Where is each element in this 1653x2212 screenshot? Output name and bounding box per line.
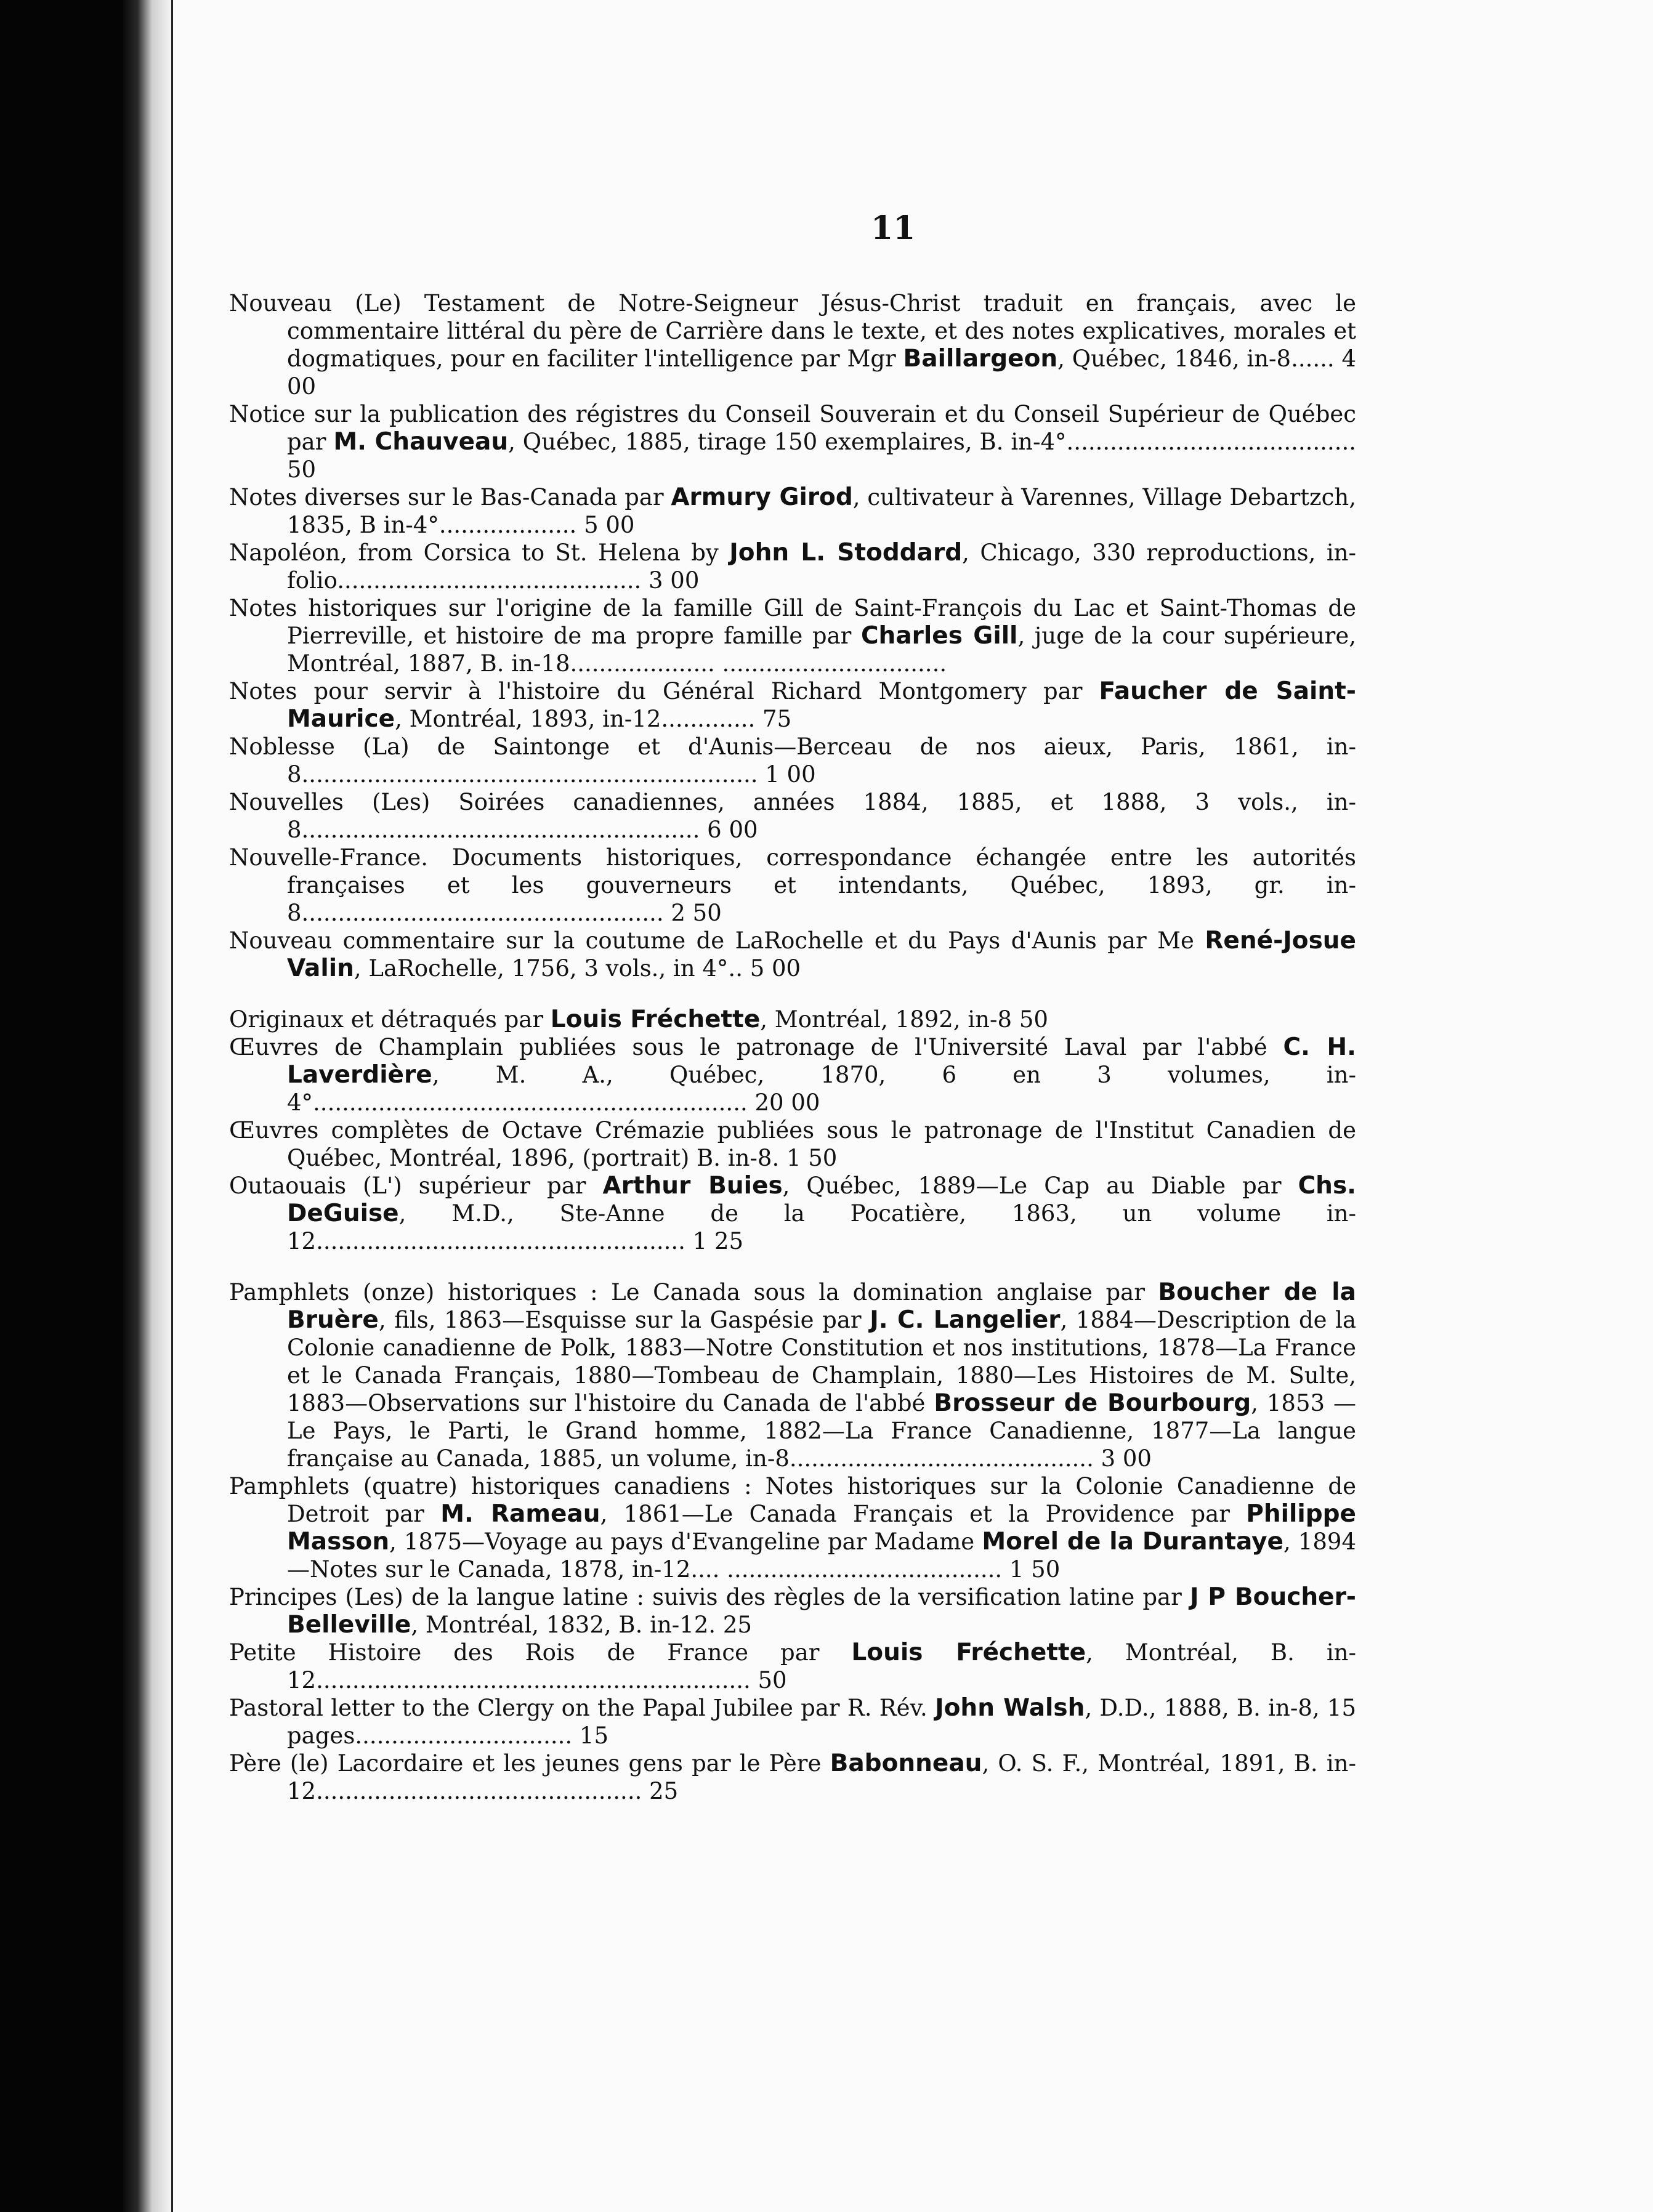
author-name: Armury Girod xyxy=(671,483,853,511)
catalog-entry: Notes historiques sur l'origine de la famille Gill de Saint-François du Lac et Saint-Thomas de Pierreville, et histoire de ma propre famille par Charles Gill, juge de la cour supérieure, Montréal, 1887, B. in-18.................... ............................... xyxy=(229,595,1356,677)
page-content xyxy=(229,0,1356,2212)
catalog-entry: Nouvelle-France. Documents historiques, correspondance échangée entre les autorités françaises et les gouverneurs et intendants, Québec, 1893, gr. in-8.................................................. 2 50 xyxy=(229,844,1356,926)
author-name: C. H. Laverdière xyxy=(287,1033,1356,1089)
catalog-entry: Pamphlets (quatre) historiques canadiens : Notes historiques sur la Colonie Canadienne de Detroit par M. Rameau, 1861—Le Canada Français et la Providence par Philippe Masson, 1875—Voyage au pays d'Evangeline par Madame Morel de la Durantaye, 1894—Notes sur le Canada, 1878, in-12.... ...................................... 1 50 xyxy=(229,1473,1357,1583)
author-name: Boucher de la Bruère xyxy=(287,1278,1356,1334)
catalog-entry: Pastoral letter to the Clergy on the Papal Jubilee par R. Rév. John Walsh, D.D., 1888, B. in-8, 15 pages.............................. 15 xyxy=(229,1694,1357,1749)
author-name: John Walsh xyxy=(935,1694,1085,1722)
author-name: Baillargeon xyxy=(903,345,1058,373)
catalog-entry: Napoléon, from Corsica to St. Helena by John L. Stoddard, Chicago, 330 reproductions, in-folio.......................................... 3 00 xyxy=(229,539,1356,594)
author-name: Philippe Masson xyxy=(287,1500,1356,1556)
catalog-entry: Père (le) Lacordaire et les jeunes gens par le Père Babonneau, O. S. F., Montréal, 1891, B. in-12............................................. 25 xyxy=(229,1750,1357,1804)
author-name: J P Boucher-Belleville xyxy=(287,1583,1356,1639)
author-name: Morel de la Durantaye xyxy=(982,1528,1283,1556)
catalog-entry: Œuvres de Champlain publiées sous le patronage de l'Université Laval par l'abbé C. H. Laverdière, M. A., Québec, 1870, 6 en 3 volumes, in-4°............................................................ 20 00 xyxy=(229,1033,1356,1116)
catalog-entry: Nouveau (Le) Testament de Notre-Seigneur Jésus-Christ traduit en français, avec le commentaire littéral du père de Carrière dans le texte, et des notes explicatives, morales et dogmatiques, pour en faciliter l'intelligence par Mgr Baillargeon, Québec, 1846, in-8...... 4 00 xyxy=(229,290,1356,400)
catalog-entry: Notes pour servir à l'histoire du Général Richard Montgomery par Faucher de Saint-Maurice, Montréal, 1893, in-12............. 75 xyxy=(229,677,1356,733)
page-gutter-edge xyxy=(123,0,171,2212)
catalog-entry: Notice sur la publication des régistres du Conseil Souverain et du Conseil Supérieur de Québec par M. Chauveau, Québec, 1885, tirage 150 exemplaires, B. in-4°........................................ 50 xyxy=(229,401,1356,483)
catalog-entry: Principes (Les) de la langue latine : suivis des règles de la versification latine par J P Boucher-Belleville, Montréal, 1832, B. in-12. 25 xyxy=(229,1583,1356,1639)
catalog-list xyxy=(229,289,1356,1805)
section-gap xyxy=(229,982,1356,1006)
author-name: Arthur Buies xyxy=(602,1172,783,1200)
author-name: Babonneau xyxy=(830,1750,982,1777)
author-name: M. Rameau xyxy=(440,1500,600,1528)
catalog-entry: Noblesse (La) de Saintonge et d'Aunis—Berceau de nos aieux, Paris, 1861, in-8............................................................... 1 00 xyxy=(229,733,1356,788)
section-gap xyxy=(229,1255,1356,1278)
author-name: J. C. Langelier xyxy=(870,1306,1061,1334)
catalog-entry: Nouveau commentaire sur la coutume de LaRochelle et du Pays d'Aunis par Me René-Josue Valin, LaRochelle, 1756, 3 vols., in 4°.. 5 00 xyxy=(229,927,1356,982)
catalog-entry: Nouvelles (Les) Soirées canadiennes, années 1884, 1885, et 1888, 3 vols., in-8....................................................... 6 00 xyxy=(229,789,1356,843)
author-name: Charles Gill xyxy=(860,622,1018,650)
catalog-entry: Outaouais (L') supérieur par Arthur Buies, Québec, 1889—Le Cap au Diable par Chs. DeGuise, M.D., Ste-Anne de la Pocatière, 1863, un volume in-12................................................... 1 25 xyxy=(229,1172,1356,1254)
author-name: Faucher de Saint-Maurice xyxy=(287,677,1356,733)
author-name: René-Josue Valin xyxy=(287,927,1356,982)
author-name: Louis Fréchette xyxy=(851,1639,1086,1666)
catalog-entry: Œuvres complètes de Octave Crémazie publiées sous le patronage de l'Institut Canadien de Québec, Montréal, 1896, (portrait) B. in-8. 1 50 xyxy=(229,1117,1356,1171)
author-name: Brosseur de Bourbourg xyxy=(934,1389,1251,1417)
author-name: Louis Fréchette xyxy=(550,1006,761,1033)
author-name: M. Chauveau xyxy=(333,428,509,456)
author-name: John L. Stoddard xyxy=(729,539,963,567)
catalog-entry: Pamphlets (onze) historiques : Le Canada sous la domination anglaise par Boucher de la Bruère, fils, 1863—Esquisse sur la Gaspésie par J. C. Langelier, 1884—Description de la Colonie canadienne de Polk, 1883—Notre Constitution et nos institutions, 1878—La France et le Canada Français, 1880—Tombeau de Champlain, 1880—Les Histoires de M. Sulte, 1883—Observations sur l'histoire du Canada de l'abbé Brosseur de Bourbourg, 1853 — Le Pays, le Parti, le Grand homme, 1882—La France Canadienne, 1877—La langue française au Canada, 1885, un volume, in-8.......................................... 3 00 xyxy=(229,1278,1357,1472)
catalog-entry: Originaux et détraqués par Louis Fréchette, Montréal, 1892, in-8 50 xyxy=(229,1006,1048,1033)
catalog-entry: Petite Histoire des Rois de France par Louis Fréchette, Montréal, B. in-12............................................................ 50 xyxy=(229,1639,1356,1693)
catalog-entry: Notes diverses sur le Bas-Canada par Armury Girod, cultivateur à Varennes, Village Debartzch, 1835, B in-4°................... 5 00 xyxy=(229,483,1356,538)
page-number: 11 xyxy=(871,209,916,247)
author-name: Chs. DeGuise xyxy=(287,1172,1356,1227)
